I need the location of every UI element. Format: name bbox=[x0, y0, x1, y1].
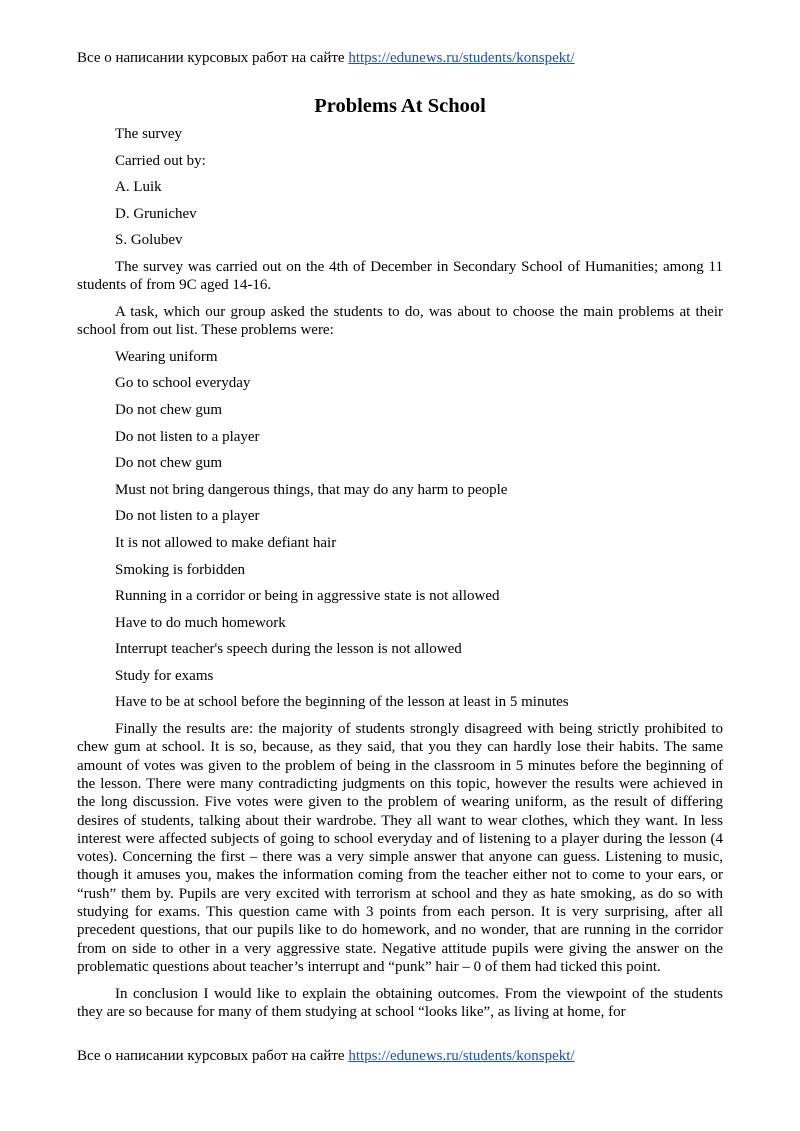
document-title: Problems At School bbox=[314, 95, 486, 117]
intro-line: Carried out by: bbox=[115, 152, 206, 169]
problem-item: Have to do much homework bbox=[115, 614, 286, 631]
problem-item: Do not chew gum bbox=[115, 455, 223, 472]
problem-item: Must not bring dangerous things, that may do any harm to people bbox=[115, 481, 508, 498]
document-body bbox=[77, 125, 723, 1029]
problem-item: Smoking is forbidden bbox=[115, 561, 245, 578]
paragraph-survey-info: The survey was carried out on the 4th of December in Secondary School of Humanities; among 11 students of from 9C aged 14-16. bbox=[77, 258, 723, 294]
intro-line: D. Grunichev bbox=[115, 205, 197, 222]
page-footer bbox=[77, 1047, 575, 1065]
problem-item: Have to be at school before the beginning of the lesson at least in 5 minutes bbox=[115, 694, 569, 711]
problem-item: Do not listen to a player bbox=[115, 508, 260, 525]
paragraph-conclusion: In conclusion I would like to explain the obtaining outcomes. From the viewpoint of the students they are so because for many of them studying at school “looks like”, as living at home, for bbox=[77, 985, 723, 1020]
problem-item: Interrupt teacher's speech during the lesson is not allowed bbox=[115, 641, 462, 658]
paragraph-results: Finally the results are: the majority of students strongly disagreed with being strictly prohibited to chew gum at school. It is so, because, as they said, that you they can hardly lose their habits. The same amount of votes was given to the problem of being in the classroom in 5 minutes before the beginning of the lesson. There were many contradicting judgments on this topic, however the results were achieved in the long discussion. Five votes were given to the problem of wearing uniform, as the result of differing desires of students, talking about their wardrobe. They all want to wear clothes, which they want. In less interest were affected subjects of going to school everyday and of listening to a player during the lesson (4 votes). Concerning the first – there was a very simple answer that anyone can guess. Listening to music, though it amuses you, makes the information coming from the teacher either not to come to your ears, or “rush” them by. Pupils are very excited with terrorism at school and they as hate smoking, as do so with studying for exams. This question came with 3 points from each person. It is very surprising, after all precedent questions, that our pupils like to do homework, and no wonder, that are running in the corridor from on side to other in a very aggressive state. Negative attitude pupils were giving the answer on the problematic questions about teacher’s interrupt and “punk” hair – 0 of them had ticked this point. bbox=[77, 721, 723, 975]
problem-item: Do not chew gum bbox=[115, 401, 223, 418]
problem-item: Study for exams bbox=[115, 667, 214, 684]
intro-line: A. Luik bbox=[115, 179, 162, 196]
header-text: Все о написании курсовых работ на сайте bbox=[77, 50, 345, 66]
problem-item: It is not allowed to make defiant hair bbox=[115, 534, 337, 551]
problem-item: Do not listen to a player bbox=[115, 428, 260, 445]
problem-item: Running in a corridor or being in aggressive state is not allowed bbox=[115, 588, 500, 605]
page-header bbox=[77, 49, 575, 67]
intro-line: S. Golubev bbox=[115, 232, 183, 249]
problem-item: Wearing uniform bbox=[115, 348, 218, 365]
problem-item: Go to school everyday bbox=[115, 375, 251, 392]
intro-line: The survey bbox=[115, 126, 183, 142]
paragraph-task: A task, which our group asked the students to do, was about to choose the main problems at their school from out list. These problems were: bbox=[77, 303, 723, 339]
footer-text: Все о написании курсовых работ на сайте bbox=[77, 1048, 345, 1064]
header-link[interactable]: https://edunews.ru/students/konspekt/ bbox=[348, 50, 575, 66]
footer-link[interactable]: https://edunews.ru/students/konspekt/ bbox=[348, 1048, 575, 1064]
